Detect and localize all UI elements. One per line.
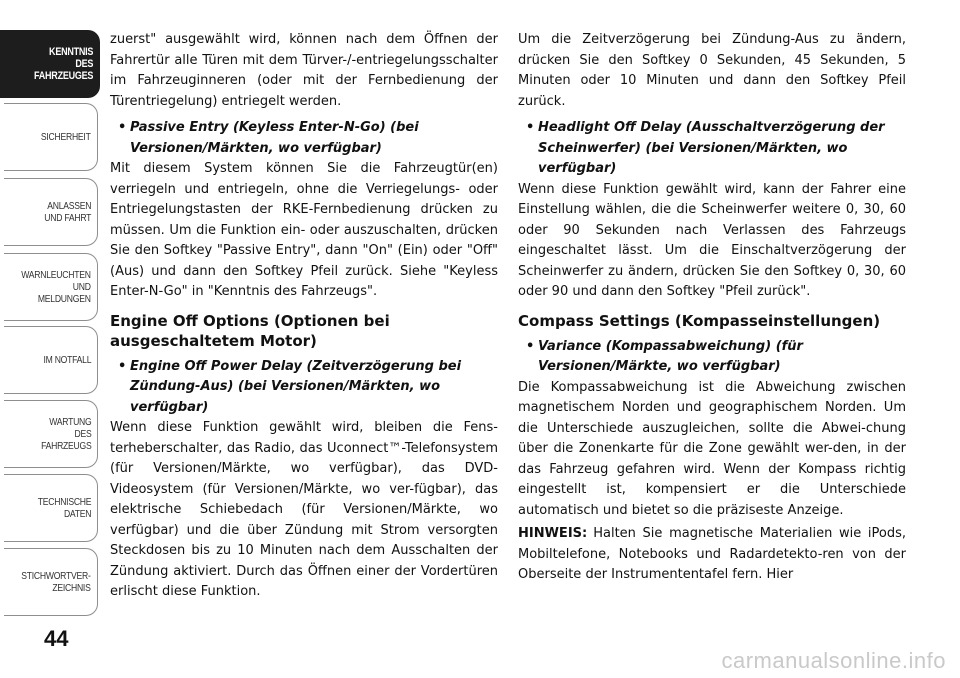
bullet-dot: •	[526, 120, 535, 135]
tab-technische-daten[interactable]	[4, 474, 98, 542]
engine-off-paragraph: Wenn diese Funktion gewählt wird, bleiben die Fens-terheberschalter, das Radio, das Uconnect™-Telefonsystem (für Versionen/Märkte, wo verfügbar), das DVD-Videosystem (für Versionen/Märkte, wo ver-fügbar), das elektrische Schiebedach (für Versionen/Märkte, wo verfügbar) und die über Zündung mit Strom versorgten Steckdosen bis zu 10 Minuten nach dem Ausschalten der Zündung aktiviert. Durch das Öffnen einer der Vordertüren erlischt diese Funktion.	[110, 420, 498, 599]
tab-anlassen-und-fahrt[interactable]	[4, 178, 98, 246]
left-text-column	[110, 30, 498, 606]
variance-paragraph: Die Kompassabweichung ist die Abweichung zwischen magnetischem Norden und geographischem Norden. Um die Unterschiede auszugleichen, sollte die Abwei-chung über die Zonenkarte für die Zone gewählt wer-den, in der das Fahrzeug gefahren wird. Wenn der Kompass richtig eingestellt ist, kompensiert er die Unterschiede automatisch und bietet so die präziseste Anzeige.	[518, 379, 906, 518]
tab-warnleuchten-und-meldungen[interactable]	[4, 253, 98, 321]
passive-entry-paragraph: Mit diesem System können Sie die Fahrzeugtür(en) verriegeln und entriegeln, ohne die Verriegelungs- oder Entriegelungstasten der RKE-Fernbedienung drücken zu müssen. Um die Funktion ein- oder auszuschalten, drücken Sie den Softkey "Passive Entry", dann "On" (Ein) oder "Off" (Aus) und dann den Softkey Pfeil zurück. Siehe "Keyless Enter-N-Go" in "Kenntnis des Fahrzeugs".	[110, 161, 498, 299]
page-number: 44	[44, 626, 69, 651]
note-paragraph	[518, 524, 906, 586]
tab-wartung-des-fahrzeugs[interactable]	[4, 400, 98, 468]
bullet-variance	[518, 337, 906, 378]
tab-label: ANLASSEN UND FAHRT	[44, 200, 91, 224]
intro-paragraph: zuerst" ausgewählt wird, können nach dem Öffnen der Fahrertür alle Türen mit dem Türver-/-entriegelungsschalter im Fahrzeuginneren (oder mit der Fernbedienung der Türentriegelung) entriegelt werden.	[110, 32, 498, 109]
bullet-dot: •	[526, 338, 535, 354]
bullet-heading: Headlight Off Delay (Ausschaltverzögerung der Scheinwerfer) (bei Versionen/Märkten, wo verfügbar)	[538, 120, 885, 176]
bullet-heading: Variance (Kompassabweichung) (für Versionen/Märkte, wo verfügbar)	[538, 338, 803, 374]
tab-label: TECHNISCHE DATEN	[37, 496, 91, 520]
tab-label: IM NOTFALL	[43, 354, 91, 366]
section-heading-engine-off: Engine Off Options (Optionen bei ausgeschaltetem Motor)	[110, 311, 390, 350]
right-text-column	[518, 30, 906, 589]
chapter-sidebar	[0, 0, 104, 678]
bullet-heading: Passive Entry (Keyless Enter-N-Go) (bei Versionen/Märkten, wo verfügbar)	[130, 120, 419, 156]
bullet-dot: •	[118, 358, 127, 374]
bullet-headlight-off-delay	[518, 118, 906, 180]
bullet-dot: •	[118, 120, 127, 135]
bullet-passive-entry	[110, 118, 498, 159]
tab-label: STICHWORTVER- ZEICHNIS	[21, 570, 91, 594]
tab-label: KENNTNIS DES FAHRZEUGES	[33, 46, 93, 82]
tab-label: WARTUNG DES FAHRZEUGS	[40, 416, 91, 452]
tab-stichwortverzeichnis[interactable]	[4, 548, 98, 616]
tab-label: SICHERHEIT	[41, 131, 91, 143]
tab-sicherheit[interactable]	[4, 103, 98, 171]
tab-kenntnis-des-fahrzeuges[interactable]	[0, 30, 100, 98]
watermark: carmanualsonline.info	[721, 648, 946, 673]
headlight-paragraph: Wenn diese Funktion gewählt wird, kann der Fahrer eine Einstellung wählen, die die Scheinwerfer weitere 0, 30, 60 oder 90 Sekunden nach Verlassen des Fahrzeugs eingeschaltet lässt. Um die Einschaltverzögerung der Scheinwerfer zu ändern, drücken Sie den Softkey 0, 30, 60 oder 90 und dann den Softkey "Pfeil zurück".	[518, 181, 906, 299]
intro-paragraph: Um die Zeitverzögerung bei Zündung-Aus zu ändern, drücken Sie den Softkey 0 Sekunden, 45 Sekunden, 5 Minuten oder 10 Minuten und dann den Softkey Pfeil zurück.	[518, 32, 906, 109]
section-heading-compass: Compass Settings (Kompasseinstellungen)	[518, 311, 881, 330]
tab-label: WARNLEUCHTEN UND MELDUNGEN	[21, 269, 91, 305]
bullet-engine-off-power-delay	[110, 357, 498, 419]
note-text: Halten Sie magnetische Materialien wie iPods, Mobiltelefone, Notebooks und Radardetekto-ren von der Oberseite der Instrumententafel fern. Hier	[518, 526, 906, 582]
note-label: HINWEIS:	[518, 526, 588, 541]
bullet-heading: Engine Off Power Delay (Zeitverzögerung bei Zündung-Aus) (bei Versionen/Märkten, wo verfügbar)	[130, 358, 462, 415]
tab-im-notfall[interactable]	[4, 326, 98, 394]
